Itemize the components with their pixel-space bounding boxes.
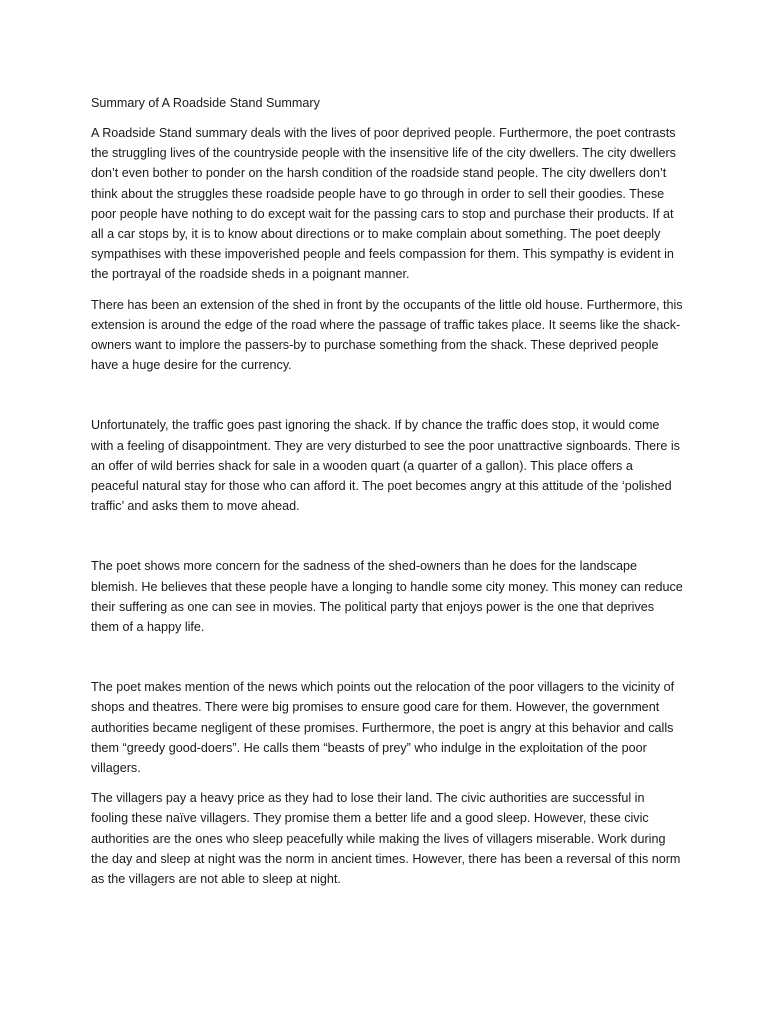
paragraph-3: Unfortunately, the traffic goes past ignoring the shack. If by chance the traffic does stop, it would come with a feeling of disappointment. They are very disturbed to see the poor unattractive signboards. There is an offer of wild berries shack for sale in a wooden quart (a quarter of a gallon). This place offers a peaceful natural stay for those who can afford it. The poet becomes angry at this attitude of the ‘polished traffic’ and asks them to move ahead. bbox=[91, 418, 680, 514]
paragraph-1: A Roadside Stand summary deals with the lives of poor deprived people. Furthermore, the poet contrasts the struggling lives of the countryside people with the insensitive life of the city dwellers. The city dwellers don’t even bother to ponder on the harsh condition of the roadside stand people. The city dwellers don’t think about the struggles these roadside people have to go through in order to sell their goodies. These poor people have nothing to do except wait for the passing cars to stop and purchase their products. If at all a car stops by, it is to know about directions or to make complain about something. The poet deeply sympathises with these impoverished people and feels compassion for them. This sympathy is evident in the portrayal of the roadside sheds in a poignant manner. bbox=[91, 126, 676, 282]
paragraph-4: The poet shows more concern for the sadness of the shed-owners than he does for the landscape blemish. He believes that these people have a longing to handle some city money. This money can reduce their suffering as one can see in movies. The political party that enjoys power is the one that deprives them of a happy life. bbox=[91, 559, 683, 635]
document-page bbox=[91, 93, 683, 899]
paragraph-6: The villagers pay a heavy price as they had to lose their land. The civic authorities are successful in fooling these naïve villagers. They promise them a better life and a good sleep. However, these civic authorities are the ones who sleep peacefully while making the lives of villagers miserable. Work during the day and sleep at night was the norm in ancient times. However, there has been a reversal of this norm as the villagers are not able to sleep at night. bbox=[91, 791, 681, 887]
paragraph-5: The poet makes mention of the news which points out the relocation of the poor villagers to the vicinity of shops and theatres. There were big promises to ensure good care for them. However, the government authorities became negligent of these promises. Furthermore, the poet is angry at this behavior and calls them “greedy good-doers”. He calls them “beasts of prey” who indulge in the exploitation of the poor villagers. bbox=[91, 680, 675, 776]
paragraph-2: There has been an extension of the shed in front by the occupants of the little old house. Furthermore, this extension is around the edge of the road where the passage of traffic takes place. It seems like the shack-owners want to implore the passers-by to purchase something from the shack. These deprived people have a huge desire for the currency. bbox=[91, 297, 683, 373]
document-title: Summary of A Roadside Stand Summary bbox=[91, 96, 320, 110]
